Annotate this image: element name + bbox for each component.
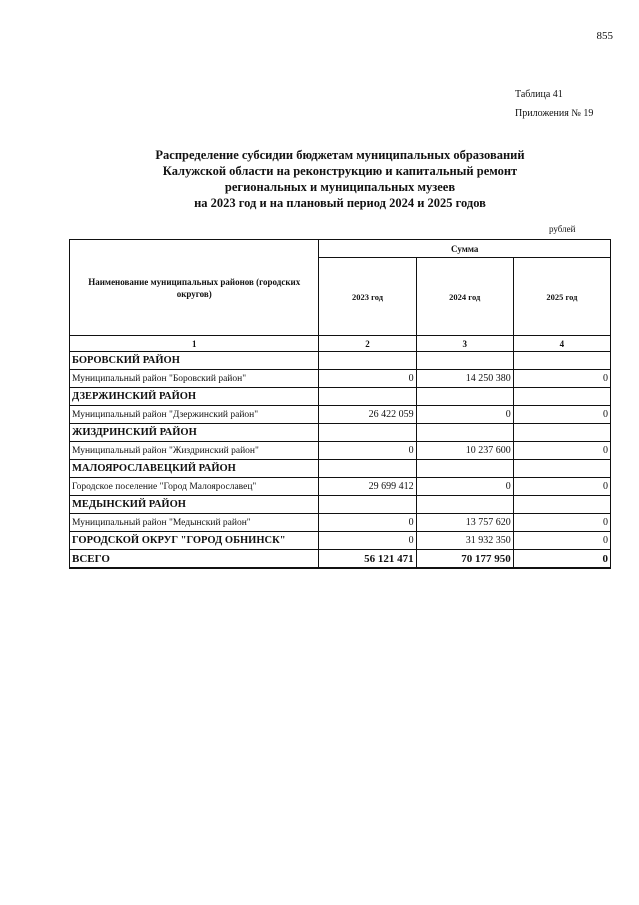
empty-cell [513, 424, 610, 442]
empty-cell [513, 496, 610, 514]
empty-cell [319, 424, 416, 442]
empty-cell [319, 352, 416, 370]
empty-cell [319, 388, 416, 406]
district-name: ЖИЗДРИНСКИЙ РАЙОН [70, 424, 319, 442]
empty-cell [416, 496, 513, 514]
title-line: региональных и муниципальных музеев [224, 180, 456, 194]
value-2023: 0 [319, 532, 416, 550]
column-number: 2 [319, 336, 416, 352]
total-label: ВСЕГО [70, 550, 319, 569]
value-2024: 0 [416, 478, 513, 496]
table-row [70, 370, 611, 388]
district-row [70, 352, 611, 370]
district-row [70, 460, 611, 478]
title-line: Калужской области на реконструкцию и капитальный ремонт [162, 164, 518, 178]
district-name: БОРОВСКИЙ РАЙОН [70, 352, 319, 370]
empty-cell [416, 460, 513, 478]
empty-cell [416, 424, 513, 442]
municipality-name: Городское поселение "Город Малоярославец" [70, 478, 319, 496]
total-2025: 0 [513, 550, 610, 569]
document-title [60, 147, 620, 211]
municipality-name: Муниципальный район "Боровский район" [70, 370, 319, 388]
total-row [70, 550, 611, 569]
table-row [70, 478, 611, 496]
district-name: МЕДЫНСКИЙ РАЙОН [70, 496, 319, 514]
column-number-row [70, 336, 611, 352]
value-2025: 0 [513, 370, 610, 388]
value-2024: 31 932 350 [416, 532, 513, 550]
empty-cell [513, 352, 610, 370]
column-number: 4 [513, 336, 610, 352]
municipality-name: Муниципальный район "Дзержинский район" [70, 406, 319, 424]
header-sum-group: Сумма [319, 240, 611, 258]
value-2025: 0 [513, 532, 610, 550]
subsidy-table [69, 239, 611, 569]
table-label: Таблица 41 [515, 89, 563, 100]
value-2024: 14 250 380 [416, 370, 513, 388]
district-row [70, 424, 611, 442]
empty-cell [319, 460, 416, 478]
empty-cell [416, 388, 513, 406]
value-2023: 0 [319, 442, 416, 460]
value-2025: 0 [513, 514, 610, 532]
column-number: 3 [416, 336, 513, 352]
header-year-2023: 2023 год [319, 258, 416, 336]
district-row [70, 496, 611, 514]
value-2024: 0 [416, 406, 513, 424]
title-line: Распределение субсидии бюджетам муниципальных образований [155, 148, 525, 162]
page-number: 855 [596, 30, 613, 42]
column-number: 1 [70, 336, 319, 352]
value-2023: 29 699 412 [319, 478, 416, 496]
units-label: рублей [549, 224, 576, 234]
value-2024: 13 757 620 [416, 514, 513, 532]
district-name: МАЛОЯРОСЛАВЕЦКИЙ РАЙОН [70, 460, 319, 478]
municipality-name: Муниципальный район "Медынский район" [70, 514, 319, 532]
empty-cell [513, 460, 610, 478]
district-name: ДЗЕРЖИНСКИЙ РАЙОН [70, 388, 319, 406]
header-name-column: Наименование муниципальных районов (городских округов) [70, 240, 319, 336]
header-year-2025: 2025 год [513, 258, 610, 336]
okrug-row [70, 532, 611, 550]
value-2025: 0 [513, 442, 610, 460]
okrug-name: ГОРОДСКОЙ ОКРУГ "ГОРОД ОБНИНСК" [70, 532, 319, 550]
value-2025: 0 [513, 406, 610, 424]
table-row [70, 442, 611, 460]
empty-cell [319, 496, 416, 514]
total-2024: 70 177 950 [416, 550, 513, 569]
municipality-name: Муниципальный район "Жиздринский район" [70, 442, 319, 460]
table-row [70, 406, 611, 424]
value-2024: 10 237 600 [416, 442, 513, 460]
value-2023: 0 [319, 370, 416, 388]
total-2023: 56 121 471 [319, 550, 416, 569]
value-2023: 26 422 059 [319, 406, 416, 424]
district-row [70, 388, 611, 406]
value-2023: 0 [319, 514, 416, 532]
appendix-label: Приложения № 19 [515, 108, 594, 119]
value-2025: 0 [513, 478, 610, 496]
annex-label [515, 85, 593, 123]
empty-cell [513, 388, 610, 406]
header-year-2024: 2024 год [416, 258, 513, 336]
empty-cell [416, 352, 513, 370]
table-row [70, 514, 611, 532]
title-line: на 2023 год и на плановый период 2024 и 2025 годов [194, 196, 486, 210]
